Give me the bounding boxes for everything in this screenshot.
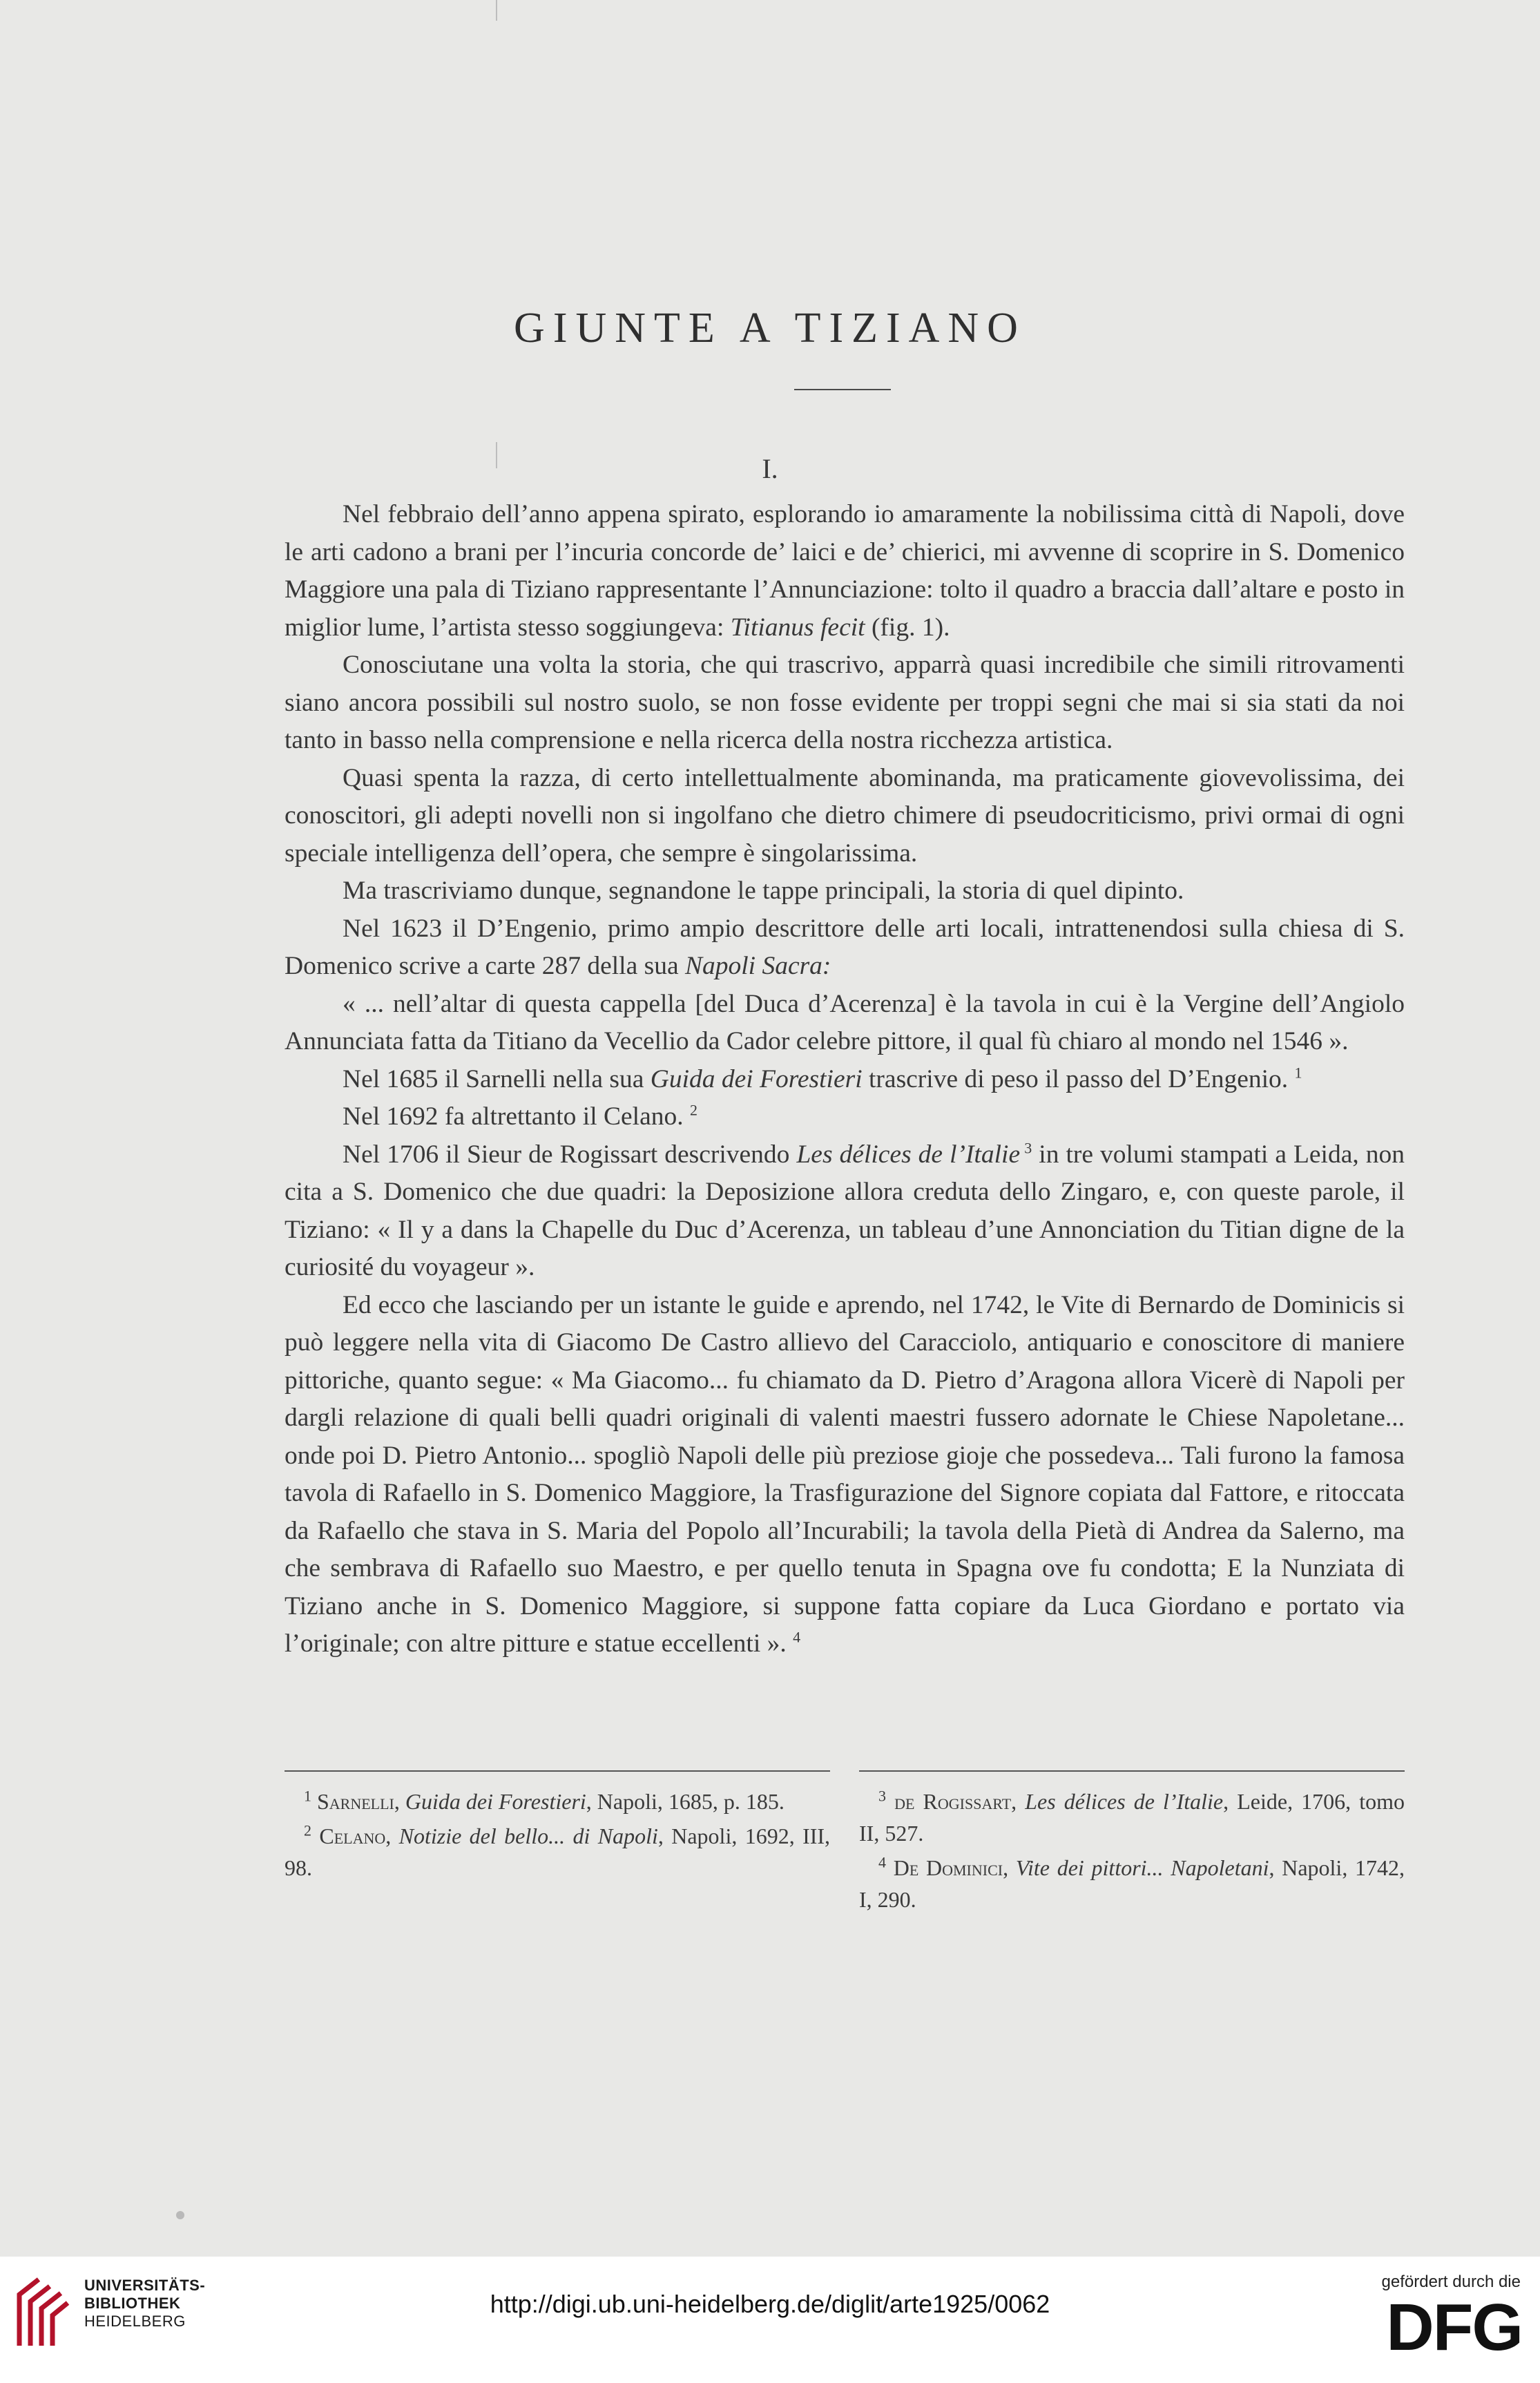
- footnote-text: ,: [1011, 1789, 1026, 1814]
- paragraph-text: trascrive di peso il passo del D’Engenio.: [862, 1064, 1295, 1093]
- footnote-text: [886, 1855, 894, 1880]
- paragraph-text: Nel 1685 il Sarnelli nella sua: [343, 1064, 651, 1093]
- body-paragraph: [285, 760, 1405, 873]
- footnotes-right-column: [859, 1786, 1405, 1918]
- footnote-text: Vite dei pittori... Napoletani: [1015, 1855, 1269, 1880]
- footnotes-left-column: [285, 1786, 830, 1886]
- paragraph-text: 3: [1020, 1139, 1032, 1156]
- paragraph-text: Conosciutane una volta la storia, che qui trascrivo, apparrà quasi incredibile che simili ritrovamenti siano ancora possibili sul nostro suolo, se non fosse evidente per troppi segni che mai si sia stati da noi tanto in basso nella comprensione e nella ricerca della nostra ricchezza artistica.: [285, 651, 1405, 754]
- footnote-text: 4: [878, 1853, 886, 1871]
- paragraph-text: 1: [1294, 1064, 1302, 1081]
- paragraph-text: Nel 1692 fa altrettanto il Celano.: [343, 1102, 690, 1131]
- footnote: [859, 1786, 1405, 1849]
- permalink-url[interactable]: http://digi.ub.uni-heidelberg.de/diglit/arte1925/0062: [490, 2290, 1050, 2318]
- footnote-text: ,: [385, 1824, 399, 1848]
- body-paragraph: [285, 1136, 1405, 1287]
- body-paragraph: [285, 1098, 1405, 1136]
- footnote-text: De Dominici: [893, 1855, 1003, 1880]
- dfg-logo-icon: DFG: [1386, 2290, 1522, 2364]
- article-title: GIUNTE A TIZIANO: [514, 305, 1026, 352]
- paragraph-text: Quasi spenta la razza, di certo intellettualmente abominanda, ma praticamente giovevolissima, dei conoscitori, gli adepti novelli non si ingolfano che dietro chimere di pseudocriticismo, privi ormai di ogni speciale intelligenza dell’opera, che sempre è singolarissima.: [285, 763, 1405, 868]
- footnote-text: , Napoli, 1692, III, 98.: [285, 1824, 831, 1880]
- footnote-text: Notizie del bello... di Napoli: [398, 1824, 658, 1848]
- footer-bar: [0, 2257, 1540, 2383]
- scan-artifact: [496, 0, 497, 21]
- footnote-text: , Napoli, 1742, I, 290.: [859, 1855, 1405, 1912]
- body-paragraph: [285, 986, 1405, 1061]
- paragraph-text: Nel febbraio dell’anno appena spirato, esplorando io amaramente la nobilissima città di Napoli, dove le arti cadono a brani per l’incuria concorde de’ laici e de’ chierici, mi avvenne di scoprire in S. Domenico Maggiore una pala di Tiziano rappresentante l’Annunciazione: tolto il quadro a braccia dall’altare e posto in miglior lume, l’artista stesso soggiungeva:: [285, 500, 1405, 642]
- library-name-line3: HEIDELBERG: [84, 2313, 186, 2330]
- footnote-rule-left: [285, 1770, 830, 1772]
- body-paragraph: [285, 647, 1405, 760]
- section-number: I.: [762, 453, 778, 484]
- footnote-text: ,: [1003, 1855, 1016, 1880]
- body-paragraph: [285, 872, 1405, 910]
- footnote-text: Guida dei Forestieri: [405, 1789, 586, 1814]
- footnote-text: 2: [304, 1821, 311, 1839]
- footnote-text: , Napoli, 1685, p. 185.: [586, 1789, 785, 1814]
- article-body: [285, 496, 1405, 1663]
- footnote-text: [311, 1789, 317, 1814]
- footnote-text: Les délices de l’Italie: [1025, 1789, 1224, 1814]
- paragraph-text: Titianus fecit: [730, 613, 865, 642]
- body-paragraph: [285, 910, 1405, 986]
- body-paragraph: [285, 1061, 1405, 1099]
- paragraph-text: 4: [793, 1628, 801, 1646]
- paragraph-text: Nel 1623 il D’Engenio, primo ampio descrittore delle arti locali, intrattenendosi sulla chiesa di S. Domenico scrive a carte 287 della sua: [285, 914, 1405, 980]
- paragraph-text: (fig. 1).: [865, 613, 950, 642]
- paragraph-text: Ma trascriviamo dunque, segnandone le tappe principali, la storia di quel dipinto.: [343, 877, 1184, 905]
- footnote: [859, 1852, 1405, 1915]
- scan-artifact: [176, 2211, 184, 2219]
- paragraph-text: in tre volumi stampati a Leida, non cita a S. Domenico che due quadri: la Deposizione allora creduta dello Zingaro, e, con queste parole, il Tiziano: « Il y a dans la Chapelle du Duc d’Acerenza, un tableau d’une Annonciation du Titian digne de la curiosité du voyageur ».: [285, 1140, 1405, 1281]
- paragraph-text: Guida dei Forestieri: [650, 1064, 863, 1093]
- footnote-text: Celano: [319, 1824, 386, 1848]
- footnote-text: [886, 1789, 894, 1814]
- paragraph-text: Nel 1706 il Sieur de Rogissart descrivendo: [343, 1140, 797, 1169]
- footnote-text: 1: [304, 1787, 311, 1805]
- footnote-text: , Leide, 1706, tomo II, 527.: [859, 1789, 1405, 1846]
- title-rule: [794, 389, 891, 390]
- body-paragraph: [285, 1287, 1405, 1663]
- paragraph-text: Les délices de l’Italie: [796, 1140, 1021, 1169]
- footnote-text: 3: [878, 1787, 886, 1805]
- paragraph-text: Ed ecco che lasciando per un istante le guide e aprendo, nel 1742, le Vite di Bernardo de Dominicis si può leggere nella vita di Giacomo De Castro allievo del Caracciolo, antiquario e conoscitore di maniere pittoriche, quanto segue: « Ma Giacomo... fu chiamato da D. Pietro d’Aragona allora Vicerè di Napoli per dargli relazione di quali belli quadri originali di valenti maestri fussero adornate le Chiese Napoletane... onde poi D. Pietro Antonio... spogliò Napoli delle più preziose gioje che possedeva... Tali furono la famosa tavola di Rafaello in S. Domenico Maggiore, la Trasfigurazione del Signore copiata dal Fattore, e ritoccata da Rafaello che stava in S. Maria del Popolo all’Incurabili; la tavola della Pietà di Andrea da Salerno, ma che sembrava di Rafaello suo Maestro, e per quello tenuta in Spagna ove fu condotta; E la Nunziata di Tiziano anche in S. Domenico Maggiore, si suppone fatta copiare da Luca Giordano e portato via l’originale; con altre pitture e statue eccellenti ».: [285, 1290, 1405, 1658]
- paragraph-text: 2: [689, 1101, 697, 1119]
- footnote-rule-right: [859, 1770, 1405, 1772]
- footnote: [285, 1786, 830, 1817]
- footnote-text: Sarnelli: [317, 1789, 394, 1814]
- library-name-line2: BIBLIOTHEK: [84, 2295, 181, 2312]
- footnote-text: [311, 1824, 319, 1848]
- paragraph-text: Napoli Sacra:: [684, 952, 831, 980]
- paragraph-text: « ... nell’altar di questa cappella [del Duca d’Acerenza] è la tavola in cui è la Vergine dell’Angiolo Annunciata fatta da Titiano da Vecellio da Cador celebre pittore, il qual fù chiaro al mondo nel 1546 ».: [285, 989, 1405, 1055]
- footnote: [285, 1820, 830, 1884]
- sponsor-caption: gefördert durch die: [1381, 2272, 1521, 2291]
- body-paragraph: [285, 496, 1405, 647]
- library-name-line1: UNIVERSITÄTS-: [84, 2277, 206, 2294]
- footnote-text: ,: [394, 1789, 405, 1814]
- footnote-text: de Rogissart: [894, 1789, 1012, 1814]
